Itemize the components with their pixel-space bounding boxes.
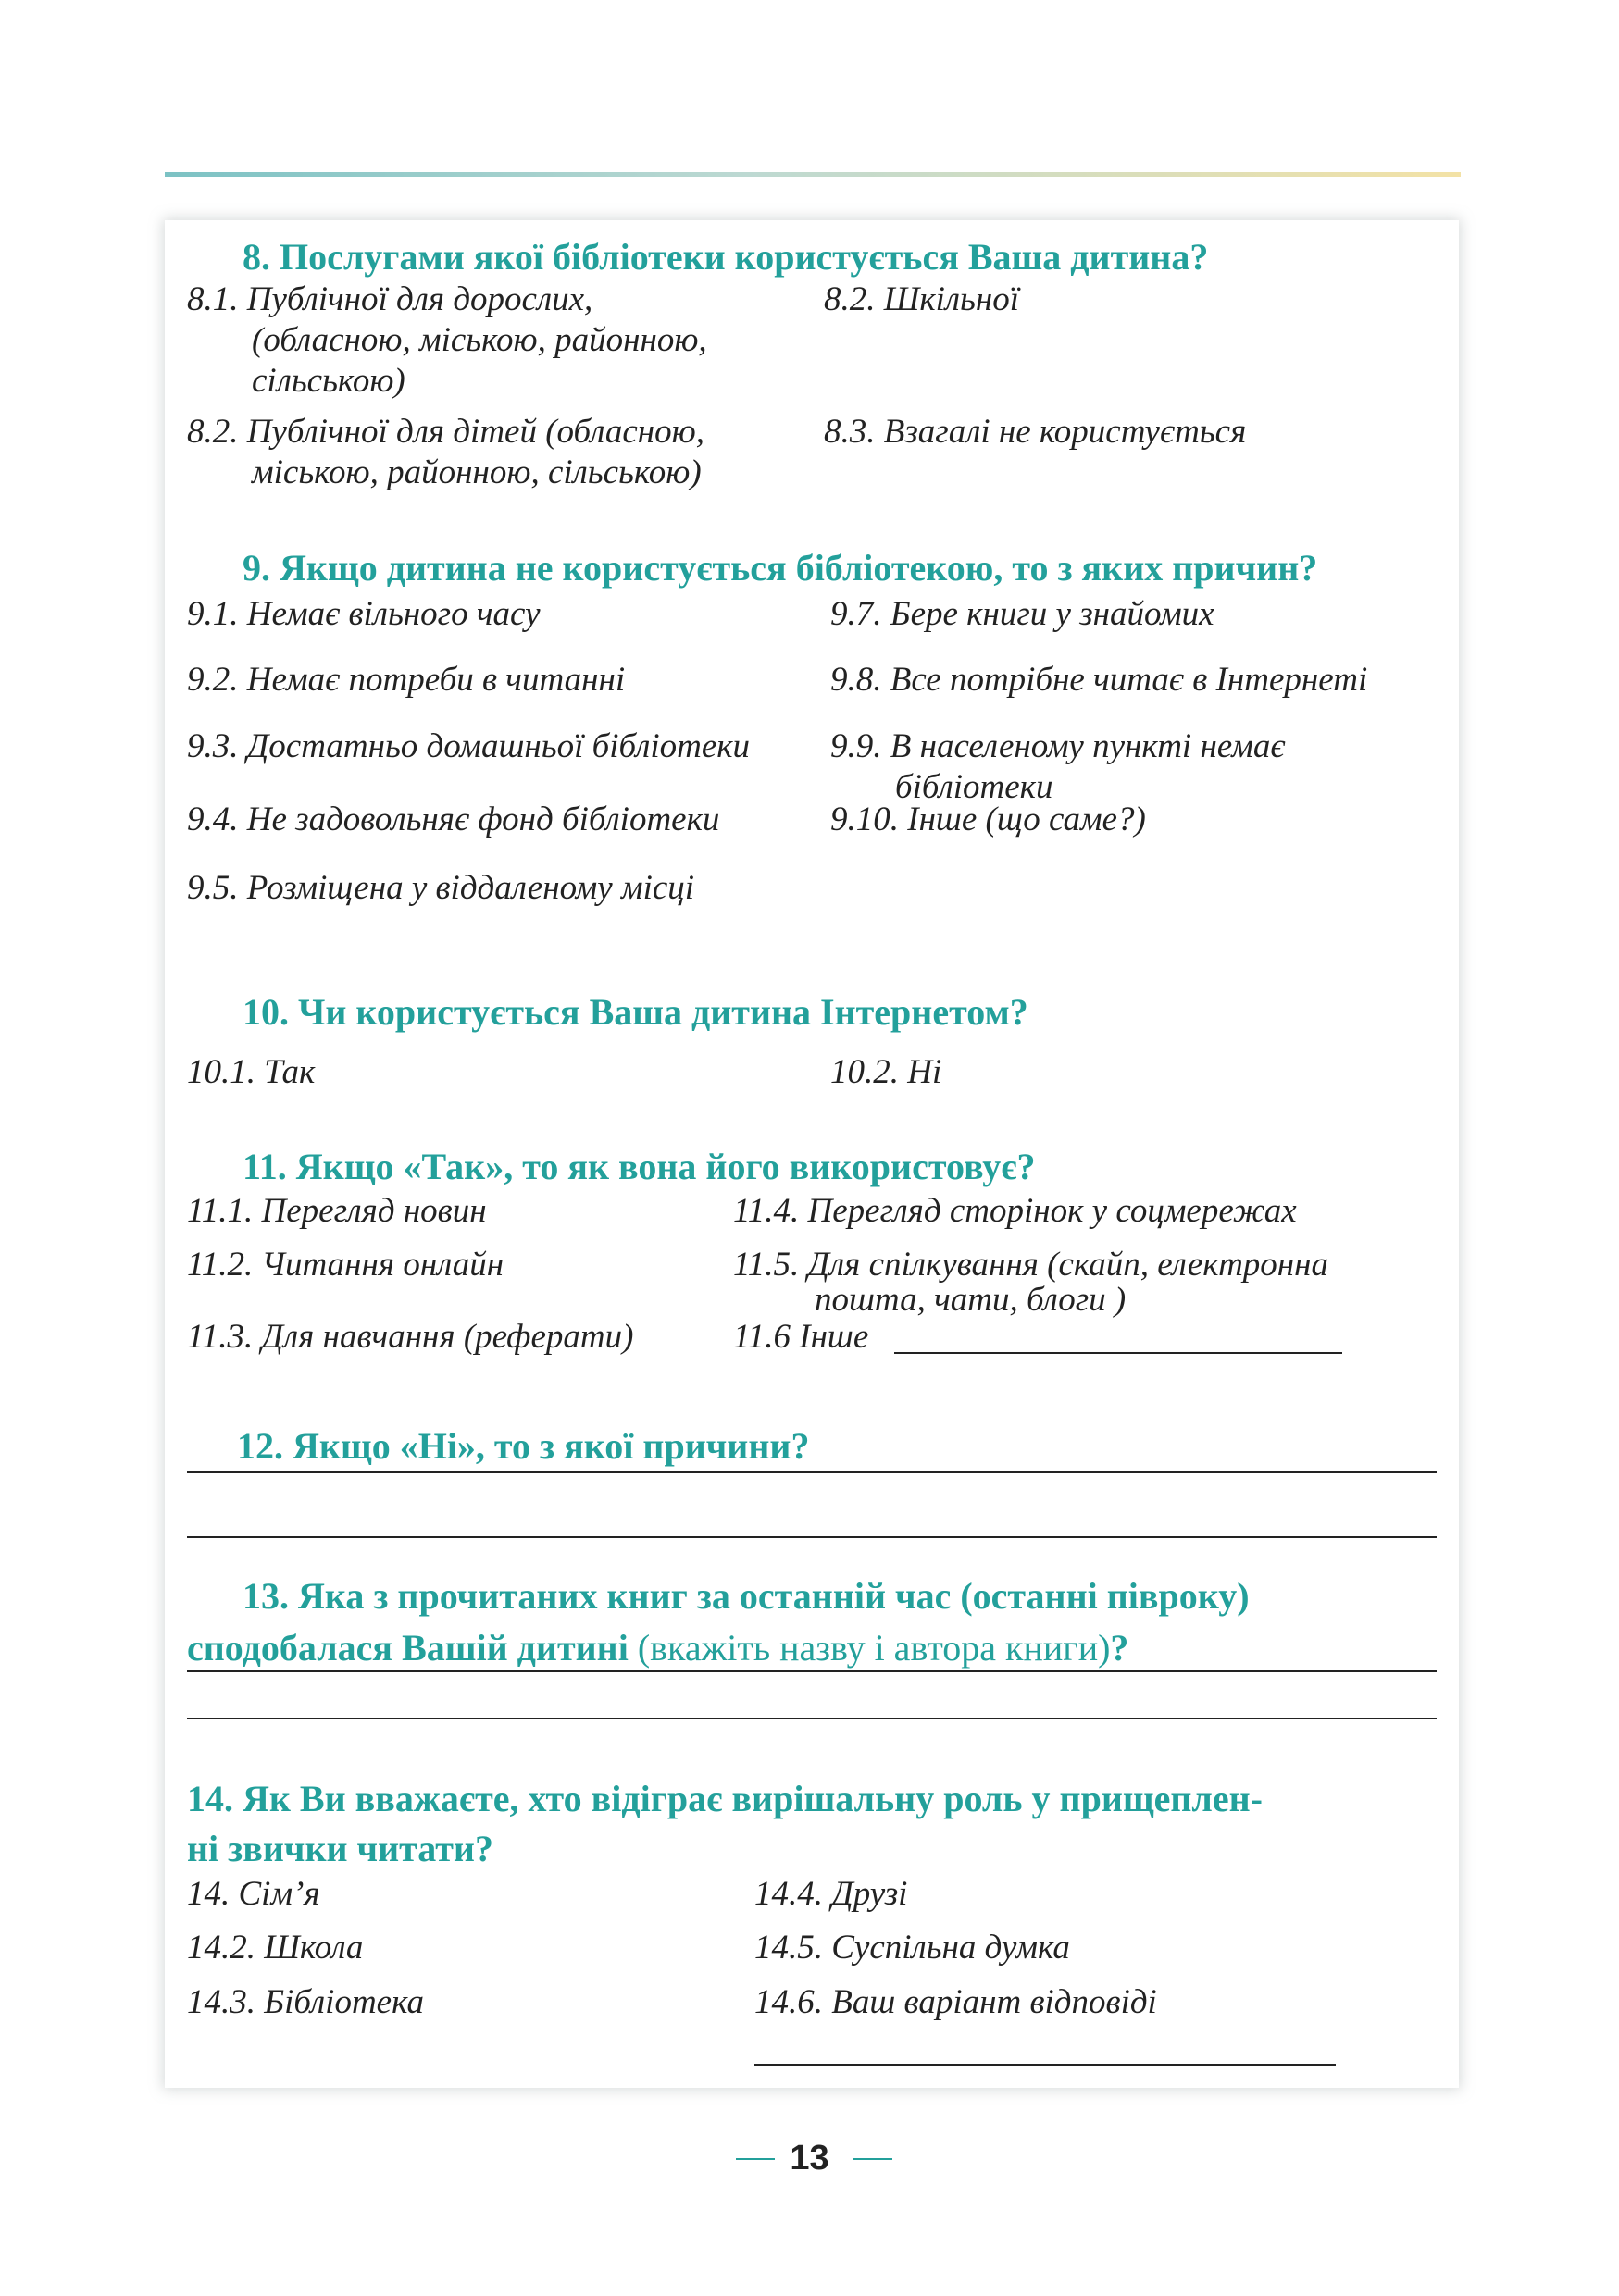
answer-12-line-2[interactable] [187, 1536, 1437, 1538]
answer-8-3 [187, 412, 704, 493]
answer-14-2: 14.2. Школа [187, 1929, 364, 1967]
answer-13-line-2[interactable] [187, 1718, 1437, 1719]
answer-9-2: 9.2. Немає потреби в читанні [187, 661, 626, 699]
answer-11-1: 11.1. Перегляд новин [187, 1192, 487, 1230]
answer-9-1: 9.1. Немає вільного часу [187, 595, 541, 633]
answer-10-2: 10.2. Ні [830, 1053, 942, 1091]
answer-11-2: 11.2. Читання онлайн [187, 1246, 504, 1284]
answer-11-5-line1: 11.5. Для спілкування (скайп, електронна [733, 1246, 1329, 1284]
answer-8-1-line1: 8.1. Публічної для дорослих, [187, 280, 593, 318]
answer-11-4: 11.4. Перегляд сторінок у соцмережах [733, 1192, 1297, 1230]
question-10-title: 10. Чи користується Ваша дитина Інтернетом? [243, 991, 1028, 1033]
answer-9-4: 9.4. Не задовольняє фонд бібліотеки [187, 800, 720, 838]
header-rule [165, 172, 1461, 177]
answer-9-10: 9.10. Інше (що саме?) [830, 800, 1146, 838]
answer-11-5-line2: пошта, чати, блоги ) [815, 1281, 1127, 1319]
question-14-title-line2: ні звички читати? [187, 1828, 493, 1869]
answer-9-9-line2: бібліотеки [895, 768, 1053, 806]
answer-14-5: 14.5. Суспільна думка [754, 1929, 1070, 1967]
answer-11-6: 11.6 Інше [733, 1318, 869, 1356]
answer-9-5: 9.5. Розміщена у віддаленому місці [187, 869, 695, 907]
answer-8-2: 8.2. Шкільної [824, 280, 1020, 318]
question-13-hint: (вкажіть назву і автора книги) [628, 1627, 1111, 1669]
question-12-title: 12. Якщо «Ні», то з якої причини? [237, 1425, 810, 1467]
answer-8-3-line2: міською, районною, сільською) [252, 453, 702, 491]
page-number-dash-right [853, 2158, 892, 2160]
question-9-title: 9. Якщо дитина не користується бібліотекою, то з яких причин? [243, 547, 1318, 589]
answer-9-3: 9.3. Достатньо домашньої бібліотеки [187, 727, 751, 765]
answer-9-8: 9.8. Все потрібне читає в Інтернеті [830, 661, 1368, 699]
question-13-title-line1: 13. Яка з прочитаних книг за останній час (останні півроку) [243, 1575, 1250, 1617]
answer-14-4: 14.4. Друзі [754, 1875, 908, 1913]
question-8-title: 8. Послугами якої бібліотеки користується Ваша дитина? [243, 236, 1209, 278]
answer-9-7: 9.7. Бере книги у знайомих [830, 595, 1214, 633]
answer-14-6: 14.6. Ваш варіант відповіді [754, 1983, 1157, 2021]
answer-14-1: 14. Сім’я [187, 1875, 320, 1913]
question-14-title-line1: 14. Як Ви вважаєте, хто відіграє вирішальну роль у прищеплен- [187, 1778, 1263, 1819]
answer-14-6-blank-line[interactable] [754, 2064, 1336, 2066]
page-number: 13 [790, 2139, 829, 2178]
question-13-title-line2 [187, 1628, 1128, 1669]
answer-8-1 [187, 279, 707, 402]
answer-9-9-line1: 9.9. В населеному пункті немає [830, 727, 1286, 765]
question-11-title: 11. Якщо «Так», то як вона його використовує? [243, 1146, 1036, 1187]
answer-12-line-1[interactable] [187, 1471, 1437, 1473]
answer-8-4: 8.3. Взагалі не користується [824, 413, 1247, 451]
answer-8-3-line1: 8.2. Публічної для дітей (обласною, [187, 413, 704, 451]
question-13-question-mark: ? [1110, 1627, 1129, 1669]
answer-11-3: 11.3. Для навчання (реферати) [187, 1318, 634, 1356]
answer-11-6-blank-line[interactable] [894, 1352, 1342, 1354]
answer-11-5 [733, 1245, 1328, 1321]
answer-8-1-line2: (обласною, міською, районною, [252, 321, 707, 359]
answer-14-3: 14.3. Бібліотека [187, 1983, 424, 2021]
question-13-bold-part: сподобалася Вашій дитині [187, 1627, 629, 1669]
answer-8-1-line3: сільською) [252, 362, 405, 400]
answer-10-1: 10.1. Так [187, 1053, 316, 1091]
answer-13-line-1[interactable] [187, 1670, 1437, 1672]
answer-9-9 [830, 726, 1286, 808]
